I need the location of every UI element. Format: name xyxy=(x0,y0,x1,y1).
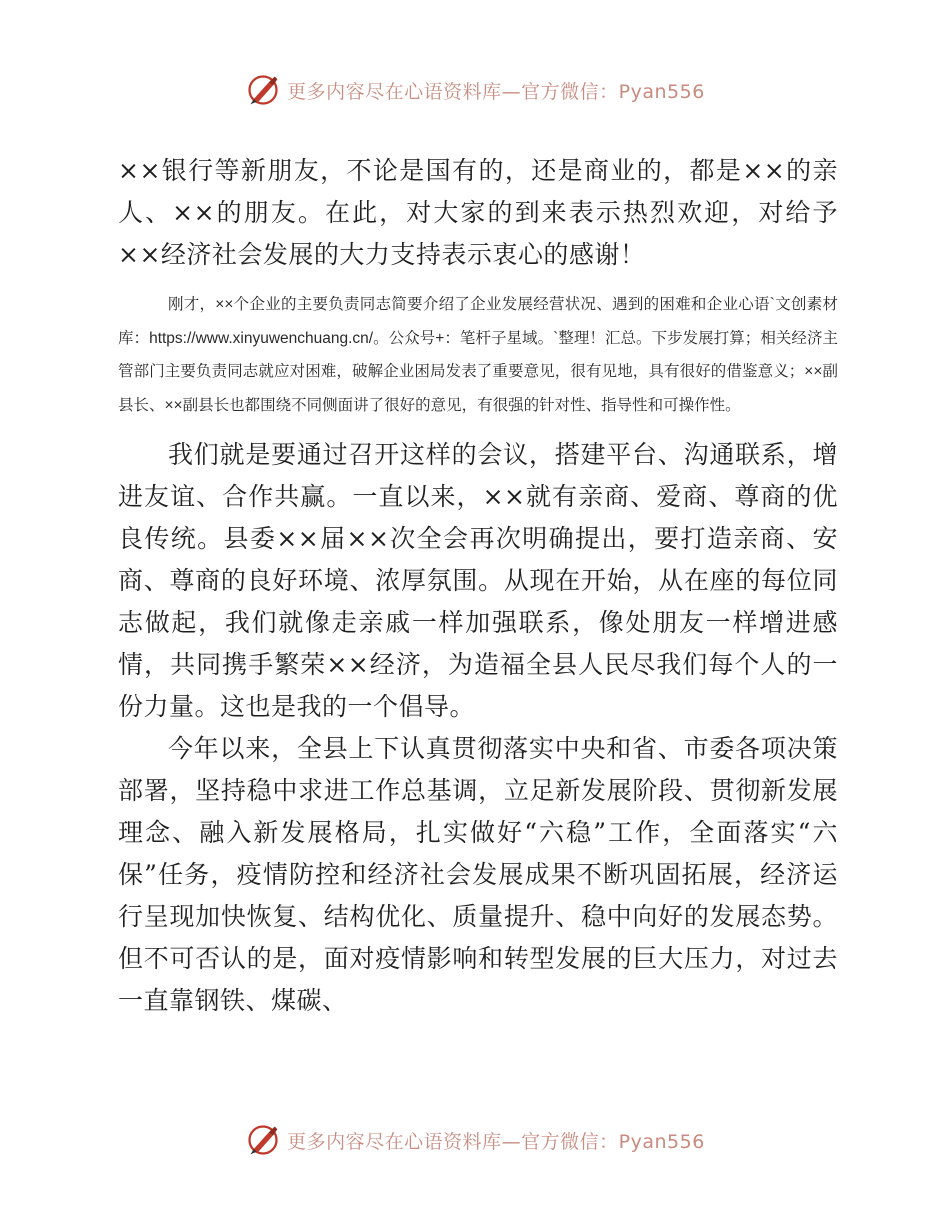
pen-logo-icon xyxy=(245,72,281,108)
paragraph-4: 今年以来，全县上下认真贯彻落实中央和省、市委各项决策部署，坚持稳中求进工作总基调，立足新发展阶段、贯彻新发展理念、融入新发展格局，扎实做好“六稳”工作，全面落实“六保”任务，疫情防控和经济社会发展成果不断巩固拓展，经济运行呈现加快恢复、结构优化、质量提升、稳中向好的发展态势。但不可否认的是，面对疫情影响和转型发展的巨大压力，对过去一直靠钢铁、煤碳、 xyxy=(118,734,838,1015)
watermark-text: 更多内容尽在心语资料库—官方微信：Pyan556 xyxy=(287,80,705,103)
watermark-footer xyxy=(0,1120,950,1160)
paragraph-1: ××银行等新朋友，不论是国有的，还是商业的，都是××的亲人、××的朋友。在此，对大家的到来表示热烈欢迎，对给予××经济社会发展的大力支持表示衷心的感谢！ xyxy=(118,156,838,269)
paragraph-3: 我们就是要通过召开这样的会议，搭建平台、沟通联系，增进友谊、合作共赢。一直以来，××就有亲商、爱商、尊商的优良传统。县委××届××次全会再次明确提出，要打造亲商、安商、尊商的良好环境、浓厚氛围。从现在开始，从在座的每位同志做起，我们就像走亲戚一样加强联系，像处朋友一样增进感情，共同携手繁荣××经济，为造福全县人民尽我们每个人的一份力量。这也是我的一个倡导。 xyxy=(118,440,838,721)
pen-logo-icon xyxy=(245,1122,281,1158)
document-body xyxy=(118,150,838,1022)
watermark-text: 更多内容尽在心语资料库—官方微信：Pyan556 xyxy=(287,1130,705,1153)
paragraph-2: 刚才，××个企业的主要负责同志简要介绍了企业发展经营状况、遇到的困难和企业心语`文创素材库：https://www.xinyuwenchuang.cn/。公众号+：笔杆子星域。`整理！汇总。下步发展打算；相关经济主管部门主要负责同志就应对困难，破解企业困局发表了重要意见，很有见地，具有很好的借鉴意义；××副县长、××副县长也都围绕不同侧面讲了很好的意见，有很强的针对性、指导性和可操作性。 xyxy=(118,296,838,414)
watermark-header xyxy=(0,70,950,110)
